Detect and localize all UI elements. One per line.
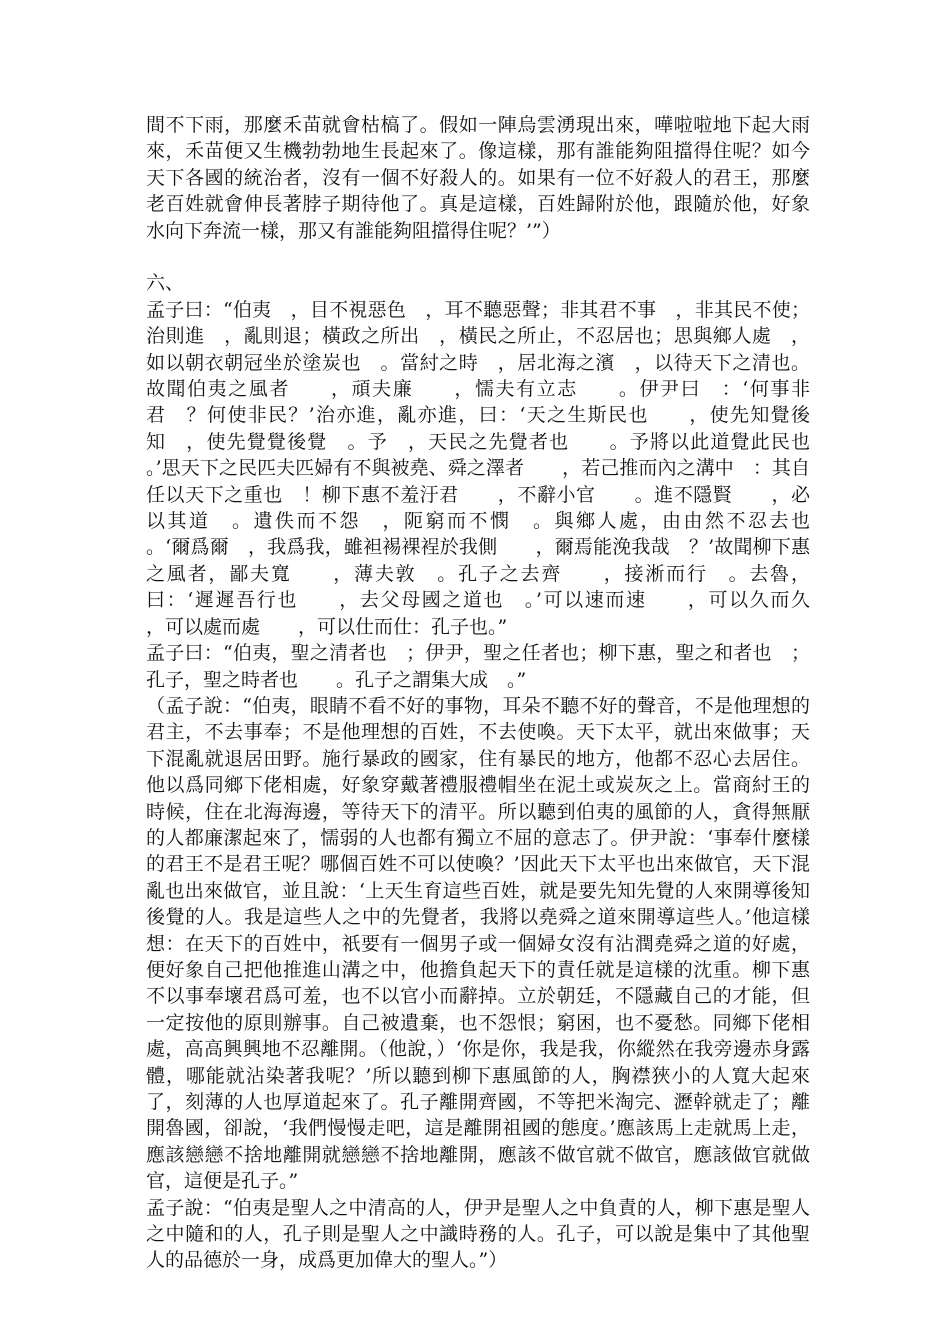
paragraph-translation-end: 間不下雨，那麼禾苗就會枯槁了。假如一陣烏雲湧現出來，嘩啦啦地下起大雨來，禾苗便又生機勃勃地生長起來了。像這樣，那有誰能夠阻擋得住呢？如今天下各國的統治者，沒有一個不好殺人的。如果有一位不好殺人的君王，那麼老百姓就會伸長著脖子期待他了。真是這樣，百姓歸附於他，跟隨於他，好象水向下奔流一樣，那又有誰能夠阻擋得住呢？’”） — [146, 114, 810, 242]
paragraph-original-text-2: 孟子曰：“伯夷，聖之清者也 ；伊尹，聖之任者也；柳下惠，聖之和者也 ；孔子，聖之時者也 。孔子之謂集大成 。” — [146, 642, 810, 691]
blank-line — [146, 244, 810, 270]
section-number: 六、 — [146, 272, 185, 295]
paragraph-translation: （孟子說：“伯夷，眼睛不看不好的事物，耳朵不聽不好的聲音，不是他理想的君主，不去事奉；不是他理想的百姓，不去使喚。天下太平，就出來做事；天下混亂就退居田野。施行暴政的國家，住有暴民的地方，他都不忍心去居住。他以爲同鄉下佬相處，好象穿戴著禮服禮帽坐在泥土或炭灰之上。當商紂王的時候，住在北海海邊，等待天下的清平。所以聽到伯夷的風節的人，貪得無厭的人都廉潔起來了，懦弱的人也都有獨立不屈的意志了。伊尹說：‘事奉什麼樣的君王不是君王呢？哪個百姓不可以使喚？’因此天下太平也出來做官，天下混亂也出來做官，並且說：‘上天生育這些百姓，就是要先知先覺的人來開導後知後覺的人。我是這些人之中的先覺者，我將以堯舜之道來開導這些人。’他這樣想：在天下的百姓中，祇要有一個男子或一個婦女沒有沾潤堯舜之道的好處，便好象自己把他推進山溝之中，他擔負起天下的責任就是這樣的沈重。柳下惠不以事奉壞君爲可羞，也不以官小而辭掉。立於朝廷，不隱藏自己的才能，但一定按他的原則辦事。自己被遺棄，也不怨恨；窮困，也不憂愁。同鄉下佬相處，高高興興地不忍離開。（他說，）‘你是你，我是我，你縱然在我旁邊赤身露體，哪能就沾染著我呢？’所以聽到柳下惠風節的人，胸襟狹小的人寬大起來了，刻薄的人也厚道起來了。孔子離開齊國，不等把米淘完、瀝幹就走了；離開魯國，卻說，‘我們慢慢走吧，這是離開祖國的態度。’應該馬上走就馬上走，應該戀戀不捨地離開就戀戀不捨地離開，應該不做官就不做官，應該做官就做官，這便是孔子。” — [146, 694, 810, 1193]
paragraph-original-text: 孟子曰：“伯夷 ，目不視惡色 ，耳不聽惡聲；非其君不事 ，非其民不使；治則進 ，亂則退；橫政之所出 ，橫民之所止，不忍居也；思與鄉人處 ，如以朝衣朝冠坐於塗炭也 。當紂之時 ，居北海之濱 ，以待天下之清也。故聞伯夷之風者 ，頑夫廉 ，懦夫有立志 。伊尹曰 ：‘何事非君 ？何使非民？’治亦進，亂亦進，曰：‘天之生斯民也 ，使先知覺後知 ，使先覺覺後覺 。予 ，天民之先覺者也 。予將以此道覺此民也 。’思天下之民匹夫匹婦有不與被堯、舜之澤者 ，若己推而內之溝中 ：其自任以天下之重也 ！柳下惠不羞汙君 ，不辭小官 。進不隱賢 ，必以其道 。遺佚而不怨 ，阨窮而不憫 。與鄉人處，由由然不忍去也 。‘爾爲爾 ，我爲我，雖袒裼裸裎於我側 ，爾焉能浼我哉 ？’故聞柳下惠之風者，鄙夫寬 ，薄夫敦 。孔子之去齊 ，接淅而行 。去魯，曰：‘遲遲吾行也 ，去父母國之道也 。’可以速而速 ，可以久而久 ，可以處而處 ，可以仕而仕：孔子也。” — [146, 298, 849, 638]
paragraph-translation-2: 孟子說：“伯夷是聖人之中清高的人，伊尹是聖人之中負責的人，柳下惠是聖人之中隨和的人，孔子則是聖人之中識時務的人。孔子，可以說是集中了其他聖人的品德於一身，成爲更加偉大的聖人。”） — [146, 1196, 810, 1272]
document-page — [146, 112, 849, 1274]
